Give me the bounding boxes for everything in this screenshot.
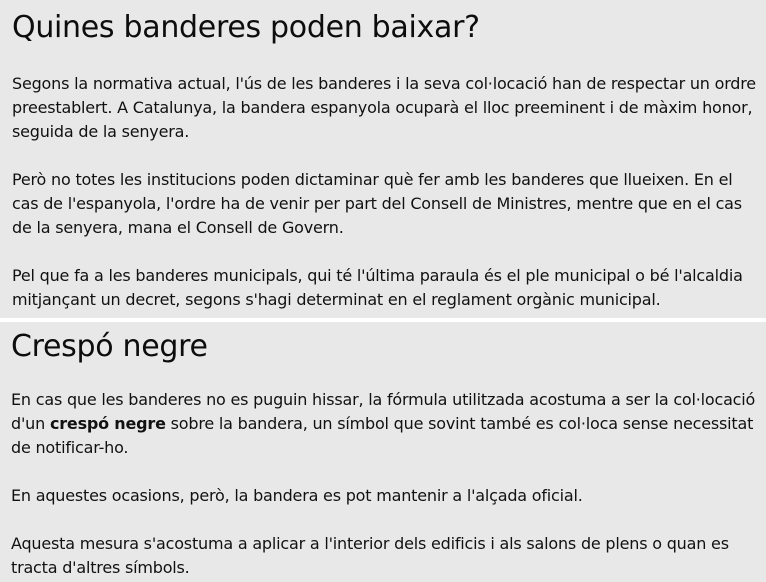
paragraph: En aquestes ocasions, però, la bandera es pot mantenir a l'alçada oficial. xyxy=(11,486,583,505)
paragraph-text: En cas que les banderes no es puguin hissar, la fórmula utilitzada acostuma a ser la col·locació d'un xyxy=(11,390,756,433)
paragraph: Pel que fa a les banderes municipals, qui té l'última paraula és el ple municipal o bé l'alcaldia mitjançant un decret, segons s'hagi determinat en el reglament orgànic municipal. xyxy=(12,266,743,309)
paragraph: Segons la normativa actual, l'ús de les banderes i la seva col·locació han de respectar un ordre preestablert. A Catalunya, la bandera espanyola ocuparà el lloc preeminent i de màxim honor, seguida de la senyera. xyxy=(12,74,756,141)
paragraph: Aquesta mesura s'acostuma a aplicar a l'interior dels edificis i als salons de plens o quan es tracta d'altres símbols. xyxy=(11,534,729,577)
paragraph xyxy=(11,388,758,460)
section-title: Quines banderes poden baixar? xyxy=(12,10,480,45)
section-title: Crespó negre xyxy=(11,329,208,364)
section-black-crepe xyxy=(0,322,766,582)
paragraph-text: sobre la bandera, un símbol que sovint també es col·loca sense necessitat de notificar-ho. xyxy=(11,414,754,457)
bold-term: crespó negre xyxy=(49,414,166,433)
paragraph: Però no totes les institucions poden dictaminar què fer amb les banderes que llueixen. En el cas de l'espanyola, l'ordre ha de venir per part del Consell de Ministres, mentre que en el cas de la senyera, mana el Consell de Govern. xyxy=(12,170,742,237)
